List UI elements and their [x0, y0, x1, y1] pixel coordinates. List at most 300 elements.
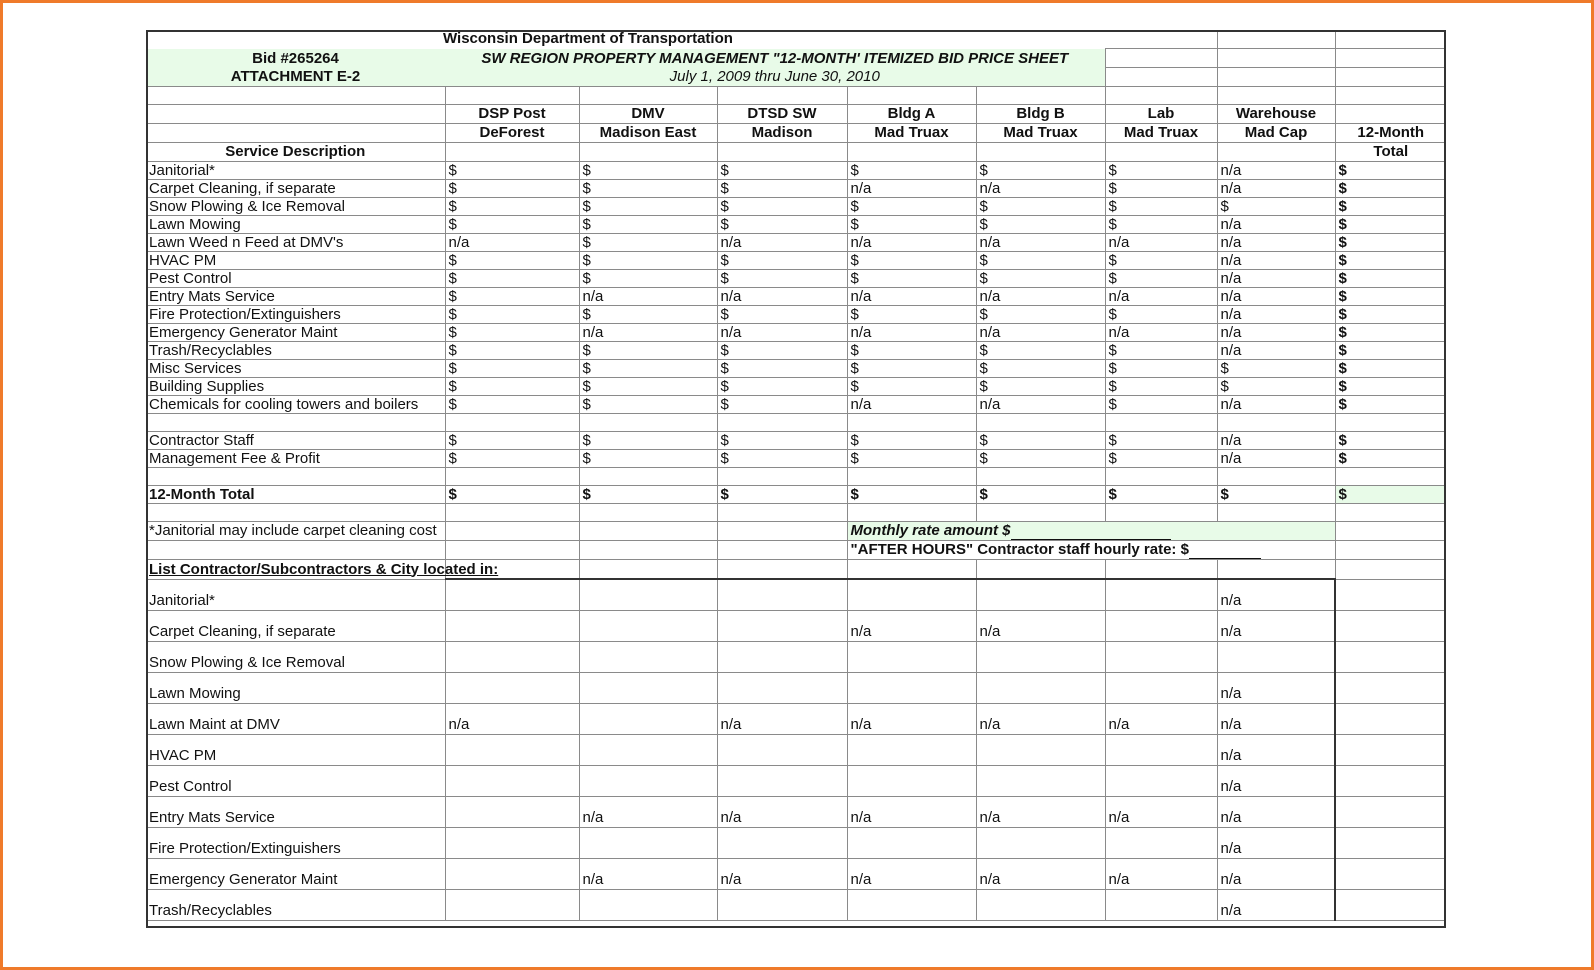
subcontractor-cell[interactable] [847, 673, 976, 704]
service-price-cell: n/a [847, 180, 976, 198]
subcontractor-cell[interactable] [717, 828, 847, 859]
service-name: HVAC PM [146, 252, 445, 270]
staff-total-cell[interactable]: $ [1335, 450, 1446, 468]
subcontractor-cell[interactable] [579, 766, 717, 797]
service-price-cell[interactable]: $ [579, 306, 717, 324]
after-hours-rate-field[interactable] [847, 541, 1335, 560]
staff-price-cell[interactable]: $ [1105, 432, 1217, 450]
location-header-line2: Mad Truax [847, 124, 976, 143]
staff-price-cell[interactable]: $ [445, 432, 579, 450]
service-price-cell[interactable]: $ [717, 180, 847, 198]
subcontractor-service-name: Emergency Generator Maint [146, 859, 445, 890]
subcontractor-cell[interactable] [847, 890, 976, 921]
total-header-line2: Total [1335, 143, 1446, 162]
subcontractor-cell[interactable] [717, 890, 847, 921]
subcontractor-cell: n/a [976, 859, 1105, 890]
subcontractor-cell[interactable] [847, 735, 976, 766]
subcontractor-cell[interactable] [579, 673, 717, 704]
subcontractor-cell[interactable] [847, 579, 976, 611]
subcontractor-cell[interactable] [1105, 735, 1217, 766]
grand-total-price-cell[interactable]: $ [847, 486, 976, 504]
monthly-rate-field[interactable] [847, 522, 1335, 541]
subcontractor-service-name: HVAC PM [146, 735, 445, 766]
subcontractor-cell[interactable] [445, 611, 579, 642]
staff-price-cell[interactable]: $ [847, 450, 976, 468]
empty-cell [579, 522, 717, 541]
grand-total-price-cell[interactable]: $ [445, 486, 579, 504]
subcontractor-cell: n/a [847, 704, 976, 735]
subcontractor-service-name: Snow Plowing & Ice Removal [146, 642, 445, 673]
subcontractor-cell[interactable] [976, 890, 1105, 921]
subcontractor-cell[interactable] [445, 579, 579, 611]
empty-cell [1335, 673, 1446, 704]
subcontractor-cell[interactable] [976, 735, 1105, 766]
grand-total-name: 12-Month Total [146, 486, 445, 504]
subcontractor-service-name: Trash/Recyclables [146, 890, 445, 921]
subcontractor-cell[interactable] [717, 611, 847, 642]
subcontractor-cell[interactable] [579, 704, 717, 735]
service-price-cell: n/a [1217, 324, 1335, 342]
empty-cell [146, 504, 445, 522]
subcontractor-cell[interactable] [579, 735, 717, 766]
subcontractor-service-name: Carpet Cleaning, if separate [146, 611, 445, 642]
service-price-cell[interactable]: $ [847, 306, 976, 324]
subcontractor-row [146, 735, 1446, 766]
empty-cell [1217, 468, 1335, 486]
service-price-cell[interactable]: $ [445, 198, 579, 216]
monthly-rate-label: Monthly rate amount $ [850, 522, 1011, 539]
empty-cell [579, 504, 717, 522]
service-total-cell[interactable]: $ [1335, 198, 1446, 216]
service-price-cell: n/a [717, 324, 847, 342]
grand-total-price-cell[interactable]: $ [976, 486, 1105, 504]
janitorial-note: *Janitorial may include carpet cleaning cost [146, 522, 445, 541]
staff-price-cell[interactable]: $ [717, 432, 847, 450]
subcontractor-cell: n/a [976, 704, 1105, 735]
subcontractor-cell[interactable] [1105, 611, 1217, 642]
service-price-cell[interactable]: $ [1105, 342, 1217, 360]
subcontractor-cell[interactable] [1105, 828, 1217, 859]
location-header-line1: Warehouse [1217, 105, 1335, 124]
subcontractor-cell[interactable] [445, 735, 579, 766]
service-price-cell[interactable]: $ [1105, 396, 1217, 414]
staff-row [146, 450, 1446, 468]
service-row [146, 396, 1446, 414]
subcontractor-cell[interactable] [1105, 579, 1217, 611]
subcontractor-cell: n/a [976, 797, 1105, 828]
service-price-cell: n/a [1105, 324, 1217, 342]
service-price-cell: n/a [976, 324, 1105, 342]
service-price-cell: n/a [1217, 396, 1335, 414]
service-price-cell: n/a [1217, 288, 1335, 306]
subcontractor-service-name: Lawn Maint at DMV [146, 704, 445, 735]
service-price-cell[interactable]: $ [445, 342, 579, 360]
service-price-cell[interactable]: $ [717, 396, 847, 414]
subcontractor-cell: n/a [1217, 735, 1335, 766]
staff-price-cell[interactable]: $ [579, 450, 717, 468]
service-price-cell[interactable]: $ [579, 234, 717, 252]
service-price-cell[interactable]: $ [976, 270, 1105, 288]
spacer-row [146, 504, 1446, 522]
service-total-cell[interactable]: $ [1335, 288, 1446, 306]
empty-cell [717, 560, 847, 580]
service-price-cell[interactable]: $ [445, 324, 579, 342]
service-price-cell[interactable]: $ [445, 216, 579, 234]
service-price-cell[interactable]: $ [976, 162, 1105, 180]
subcontractor-cell[interactable] [1105, 673, 1217, 704]
grand-total-price-cell[interactable]: $ [1105, 486, 1217, 504]
subcontractor-cell[interactable] [445, 859, 579, 890]
service-price-cell[interactable]: $ [445, 396, 579, 414]
service-price-cell[interactable]: $ [579, 360, 717, 378]
subcontractor-row [146, 766, 1446, 797]
staff-price-cell[interactable]: $ [976, 450, 1105, 468]
empty-cell [847, 468, 976, 486]
service-price-cell[interactable]: $ [579, 198, 717, 216]
subcontractor-cell[interactable] [976, 828, 1105, 859]
empty-cell [1335, 541, 1446, 560]
subcontractor-cell: n/a [1217, 859, 1335, 890]
service-total-cell[interactable]: $ [1335, 306, 1446, 324]
service-price-cell: n/a [717, 234, 847, 252]
service-price-cell: n/a [1105, 234, 1217, 252]
location-header-line1: DSP Post [445, 105, 579, 124]
subcontractor-row [146, 859, 1446, 890]
service-price-cell[interactable]: $ [976, 198, 1105, 216]
subcontractor-cell: n/a [717, 704, 847, 735]
empty-cell [1105, 504, 1217, 522]
location-header-line1: Lab [1105, 105, 1217, 124]
service-price-cell[interactable]: $ [1105, 306, 1217, 324]
service-name: Snow Plowing & Ice Removal [146, 198, 445, 216]
subcontractor-cell[interactable] [445, 797, 579, 828]
subcontractor-cell: n/a [717, 859, 847, 890]
service-price-cell[interactable]: $ [445, 378, 579, 396]
empty-cell [445, 468, 579, 486]
empty-cell [1335, 579, 1446, 611]
service-price-cell[interactable]: $ [1217, 378, 1335, 396]
service-row [146, 180, 1446, 198]
staff-price-cell[interactable]: $ [976, 432, 1105, 450]
service-total-cell[interactable]: $ [1335, 270, 1446, 288]
service-name: Building Supplies [146, 378, 445, 396]
service-price-cell[interactable]: $ [579, 180, 717, 198]
empty-cell [976, 468, 1105, 486]
service-price-cell[interactable]: $ [579, 162, 717, 180]
empty-cell [1335, 766, 1446, 797]
spacer-row [146, 414, 1446, 432]
service-price-cell[interactable]: $ [1105, 162, 1217, 180]
service-price-cell[interactable]: $ [717, 162, 847, 180]
subcontractor-cell[interactable] [579, 828, 717, 859]
service-price-cell[interactable]: $ [847, 162, 976, 180]
service-total-cell[interactable]: $ [1335, 324, 1446, 342]
service-price-cell[interactable]: $ [847, 198, 976, 216]
after-hours-blank[interactable] [1189, 544, 1261, 559]
subcontractor-cell[interactable] [579, 642, 717, 673]
service-price-cell[interactable]: $ [445, 252, 579, 270]
subcontractor-cell[interactable] [847, 642, 976, 673]
service-row [146, 324, 1446, 342]
subcontractor-cell: n/a [1217, 766, 1335, 797]
service-price-cell[interactable]: $ [579, 252, 717, 270]
service-price-cell: n/a [847, 324, 976, 342]
service-price-cell[interactable]: $ [1105, 198, 1217, 216]
service-total-cell[interactable]: $ [1335, 180, 1446, 198]
subcontractor-service-name: Fire Protection/Extinguishers [146, 828, 445, 859]
subcontractor-cell[interactable] [717, 735, 847, 766]
staff-price-cell[interactable]: $ [579, 432, 717, 450]
staff-price-cell[interactable]: $ [717, 450, 847, 468]
subcontractor-cell[interactable] [1217, 642, 1335, 673]
empty-cell [1335, 828, 1446, 859]
service-row [146, 198, 1446, 216]
service-total-cell[interactable]: $ [1335, 234, 1446, 252]
service-name: Chemicals for cooling towers and boilers [146, 396, 445, 414]
subcontractor-cell[interactable] [976, 579, 1105, 611]
location-header-line2: DeForest [445, 124, 579, 143]
empty-cell [579, 468, 717, 486]
service-price-cell[interactable]: $ [1105, 216, 1217, 234]
service-total-cell[interactable]: $ [1335, 342, 1446, 360]
grand-total-price-cell[interactable]: $ [579, 486, 717, 504]
service-price-cell: n/a [1217, 342, 1335, 360]
service-price-cell[interactable]: $ [445, 270, 579, 288]
subcontractor-cell: n/a [1217, 828, 1335, 859]
subcontractor-row [146, 704, 1446, 735]
empty-cell [445, 541, 579, 560]
grand-total-total-cell[interactable]: $ [1335, 486, 1446, 504]
service-price-cell: n/a [1217, 180, 1335, 198]
subcontractor-cell: n/a [1217, 579, 1335, 611]
service-price-cell[interactable]: $ [976, 216, 1105, 234]
staff-price-cell[interactable]: $ [847, 432, 976, 450]
service-price-cell[interactable]: $ [1217, 360, 1335, 378]
location-header-line2: Mad Cap [1217, 124, 1335, 143]
service-name: Emergency Generator Maint [146, 324, 445, 342]
service-price-cell[interactable]: $ [445, 306, 579, 324]
service-price-cell: n/a [847, 288, 976, 306]
subcontractor-cell[interactable] [445, 673, 579, 704]
subcontractor-cell[interactable] [717, 642, 847, 673]
service-price-cell[interactable]: $ [976, 378, 1105, 396]
service-row [146, 306, 1446, 324]
subcontractor-cell[interactable] [445, 828, 579, 859]
subcontractor-row [146, 890, 1446, 921]
empty-cell [146, 414, 445, 432]
service-price-cell: n/a [1105, 288, 1217, 306]
service-total-cell[interactable]: $ [1335, 162, 1446, 180]
empty-cell [1335, 890, 1446, 921]
location-header-line1: DMV [579, 105, 717, 124]
location-header-line2: Madison [717, 124, 847, 143]
subcontractor-cell: n/a [1217, 611, 1335, 642]
service-name: Carpet Cleaning, if separate [146, 180, 445, 198]
empty-cell [146, 468, 445, 486]
service-price-cell: n/a [1217, 234, 1335, 252]
location-header-line1: Bldg A [847, 105, 976, 124]
service-price-cell: n/a [976, 234, 1105, 252]
service-price-cell[interactable]: $ [579, 396, 717, 414]
service-price-cell[interactable]: $ [976, 342, 1105, 360]
service-price-cell[interactable]: $ [717, 216, 847, 234]
subcontractor-cell[interactable] [717, 579, 847, 611]
subcontractor-cell[interactable] [445, 890, 579, 921]
subcontractor-cell: n/a [1105, 704, 1217, 735]
agency-title: Wisconsin Department of Transportation [443, 30, 733, 47]
sheet-title: SW REGION PROPERTY MANAGEMENT "12-MONTH' ITEMIZED BID PRICE SHEET [445, 49, 1105, 68]
location-header-line2: Mad Truax [1105, 124, 1217, 143]
empty-cell [1335, 522, 1446, 541]
service-price-cell[interactable]: $ [445, 288, 579, 306]
service-price-cell[interactable]: $ [579, 270, 717, 288]
service-price-cell[interactable]: $ [847, 270, 976, 288]
service-price-cell[interactable]: $ [579, 216, 717, 234]
empty-cell [717, 541, 847, 560]
service-price-cell[interactable]: $ [717, 360, 847, 378]
service-price-cell[interactable]: $ [717, 306, 847, 324]
empty-cell [717, 504, 847, 522]
empty-cell [1335, 642, 1446, 673]
service-price-cell: n/a [1217, 252, 1335, 270]
total-header-line1: 12-Month [1335, 124, 1446, 143]
staff-name: Contractor Staff [146, 432, 445, 450]
service-price-cell[interactable]: $ [1105, 378, 1217, 396]
subcontractor-cell: n/a [847, 611, 976, 642]
empty-cell [1335, 611, 1446, 642]
service-price-cell[interactable]: $ [717, 198, 847, 216]
after-hours-label: "AFTER HOURS" Contractor staff hourly rate: $ [850, 541, 1189, 558]
subcontractor-row [146, 579, 1446, 611]
grand-total-price-cell[interactable]: $ [717, 486, 847, 504]
subcontractor-cell[interactable] [579, 579, 717, 611]
empty-cell [1217, 560, 1335, 580]
service-price-cell: n/a [1217, 162, 1335, 180]
service-total-cell[interactable]: $ [1335, 360, 1446, 378]
subcontractor-row [146, 673, 1446, 704]
staff-total-cell[interactable]: $ [1335, 432, 1446, 450]
service-price-cell[interactable]: $ [579, 342, 717, 360]
subcontractor-cell: n/a [1217, 797, 1335, 828]
subcontractor-cell: n/a [1105, 859, 1217, 890]
service-row [146, 252, 1446, 270]
subcontractor-cell[interactable] [445, 766, 579, 797]
subcontractor-cell[interactable] [1105, 890, 1217, 921]
service-price-cell[interactable]: $ [717, 378, 847, 396]
service-price-cell[interactable]: $ [847, 342, 976, 360]
service-price-cell[interactable]: $ [717, 342, 847, 360]
subcontractor-cell: n/a [1217, 890, 1335, 921]
service-price-cell[interactable]: $ [976, 252, 1105, 270]
service-price-cell[interactable]: $ [1105, 360, 1217, 378]
subcontractor-cell[interactable] [1105, 642, 1217, 673]
subcontractor-row [146, 797, 1446, 828]
service-row [146, 270, 1446, 288]
service-total-cell[interactable]: $ [1335, 252, 1446, 270]
subcontractor-cell[interactable] [976, 673, 1105, 704]
subcontractor-service-name: Entry Mats Service [146, 797, 445, 828]
service-price-cell: n/a [976, 396, 1105, 414]
bid-table [146, 30, 1446, 921]
service-price-cell[interactable]: $ [976, 306, 1105, 324]
service-price-cell[interactable]: $ [847, 252, 976, 270]
empty-cell [1335, 504, 1446, 522]
subcontractor-cell: n/a [1217, 704, 1335, 735]
empty-cell [1105, 560, 1217, 580]
service-price-cell: n/a [1217, 216, 1335, 234]
grand-total-price-cell[interactable]: $ [1217, 486, 1335, 504]
grand-total-row [146, 486, 1446, 504]
service-price-cell[interactable]: $ [1105, 252, 1217, 270]
service-name: Entry Mats Service [146, 288, 445, 306]
subcontractor-cell[interactable] [847, 766, 976, 797]
service-price-cell[interactable]: $ [1105, 180, 1217, 198]
subcontractor-cell: n/a [579, 859, 717, 890]
service-price-cell[interactable]: $ [847, 360, 976, 378]
subcontractor-cell: n/a [1217, 673, 1335, 704]
service-price-cell[interactable]: $ [717, 270, 847, 288]
service-price-cell: n/a [445, 234, 579, 252]
sheet-period: July 1, 2009 thru June 30, 2010 [445, 68, 1105, 87]
subcontractor-cell[interactable] [976, 642, 1105, 673]
empty-cell [579, 414, 717, 432]
subcontractor-cell: n/a [1105, 797, 1217, 828]
service-total-cell[interactable]: $ [1335, 396, 1446, 414]
empty-cell [976, 414, 1105, 432]
service-price-cell: n/a [847, 234, 976, 252]
subcontractor-service-name: Pest Control [146, 766, 445, 797]
service-price-cell: n/a [976, 180, 1105, 198]
subcontractor-cell[interactable] [717, 673, 847, 704]
subcontractor-cell[interactable] [1105, 766, 1217, 797]
empty-cell [717, 468, 847, 486]
subcontractor-cell[interactable] [445, 642, 579, 673]
service-price-cell[interactable]: $ [579, 378, 717, 396]
service-description-header: Service Description [146, 143, 445, 162]
staff-price-cell[interactable]: $ [1105, 450, 1217, 468]
service-price-cell[interactable]: $ [445, 180, 579, 198]
service-price-cell[interactable]: $ [717, 252, 847, 270]
service-price-cell: n/a [976, 288, 1105, 306]
subcontractor-cell[interactable] [717, 766, 847, 797]
service-total-cell[interactable]: $ [1335, 378, 1446, 396]
service-price-cell[interactable]: $ [847, 216, 976, 234]
service-price-cell[interactable]: $ [1217, 198, 1335, 216]
service-price-cell[interactable]: $ [976, 360, 1105, 378]
subcontractor-cell[interactable] [847, 828, 976, 859]
staff-price-cell: n/a [1217, 450, 1335, 468]
empty-cell [976, 560, 1105, 580]
empty-cell [976, 504, 1105, 522]
staff-price-cell[interactable]: $ [445, 450, 579, 468]
service-price-cell[interactable]: $ [847, 378, 976, 396]
empty-cell [1105, 468, 1217, 486]
service-price-cell[interactable]: $ [445, 360, 579, 378]
bid-price-sheet [146, 30, 1446, 921]
subcontractor-cell: n/a [847, 797, 976, 828]
service-row [146, 360, 1446, 378]
subcontractor-cell[interactable] [976, 766, 1105, 797]
subcontractor-row [146, 611, 1446, 642]
subcontractor-cell[interactable] [579, 890, 717, 921]
service-name: Lawn Mowing [146, 216, 445, 234]
service-price-cell[interactable]: $ [1105, 270, 1217, 288]
subcontractor-cell[interactable] [579, 611, 717, 642]
service-total-cell[interactable]: $ [1335, 216, 1446, 234]
service-row [146, 288, 1446, 306]
monthly-rate-blank[interactable] [1011, 525, 1171, 540]
service-price-cell[interactable]: $ [445, 162, 579, 180]
